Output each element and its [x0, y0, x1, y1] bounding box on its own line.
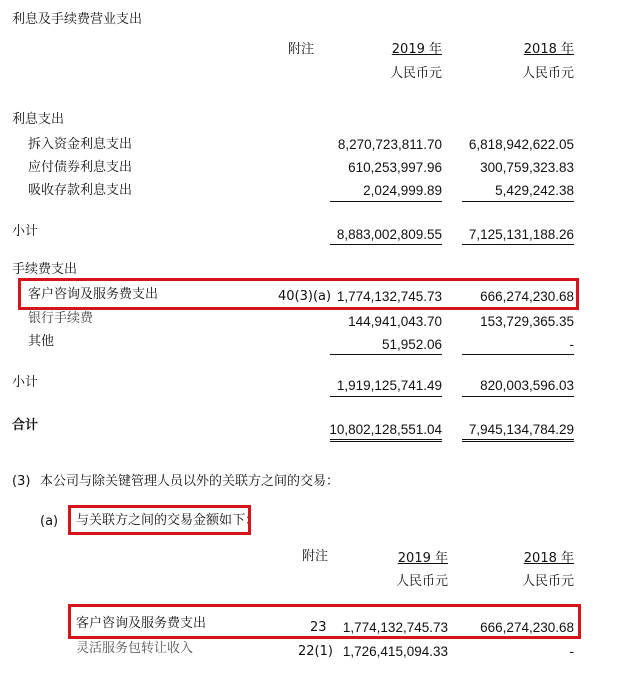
value-2019: 144,941,043.70 — [348, 314, 442, 329]
note-column-header: 附注 — [288, 42, 315, 57]
year-2019-header: 2019 年 — [391, 42, 442, 57]
underline — [462, 244, 574, 245]
row-label: 拆入资金利息支出 — [28, 137, 133, 152]
underline — [462, 396, 574, 397]
underline — [330, 354, 442, 355]
value-2019: 51,952.06 — [381, 337, 442, 352]
value-2018: 666,274,230.68 — [480, 620, 574, 635]
value-2019: 610,253,997.96 — [348, 160, 442, 175]
value-2019: 1,726,415,094.33 — [342, 644, 448, 659]
double-underline — [330, 439, 442, 442]
currency-2018-header: 人民币元 — [521, 574, 574, 589]
highlight-box — [68, 604, 581, 639]
value-2018: 6,818,942,622.05 — [468, 137, 574, 152]
value-2019: 8,270,723,811.70 — [337, 137, 442, 152]
underline — [330, 396, 442, 397]
underline — [330, 201, 442, 202]
double-underline — [462, 439, 574, 442]
value-2019: 1,774,132,745.73 — [342, 620, 448, 635]
value-2018: - — [569, 644, 574, 659]
note-column-header: 附注 — [302, 549, 329, 564]
underline — [462, 354, 574, 355]
section-number: (3) — [12, 474, 31, 489]
value-2018: 5,429,242.38 — [495, 183, 574, 198]
value-2019: 2,024,999.89 — [363, 183, 442, 198]
underline — [462, 201, 574, 202]
subtotal-2019: 1,919,125,741.49 — [336, 378, 442, 393]
subtotal-label: 小计 — [12, 375, 39, 390]
row-label: 其他 — [28, 334, 55, 349]
highlight-box — [68, 505, 251, 535]
currency-2019-header: 人民币元 — [395, 574, 448, 589]
subtotal-2019: 8,883,002,809.55 — [336, 227, 442, 242]
value-2018: 300,759,323.83 — [480, 160, 574, 175]
subtotal-2018: 820,003,596.03 — [480, 378, 574, 393]
row-label: 灵活服务包转让收入 — [76, 641, 194, 656]
subtotal-label: 小计 — [12, 224, 39, 239]
note-ref: 22(1) — [298, 644, 333, 659]
underline — [330, 244, 442, 245]
note-ref: 40(3)(a) — [278, 289, 332, 304]
value-2019: 1,774,132,745.73 — [336, 289, 442, 304]
value-2018: 666,274,230.68 — [480, 289, 574, 304]
section-title: 利息及手续费营业支出 — [12, 12, 143, 27]
total-2019: 10,802,128,551.04 — [329, 422, 442, 437]
interest-heading: 利息支出 — [12, 112, 65, 127]
row-label: 银行手续费 — [28, 311, 94, 326]
highlight-box — [18, 278, 579, 310]
subsection-number: (a) — [40, 514, 59, 529]
year-2018-header: 2018 年 — [523, 42, 574, 57]
subsection-text: 与关联方之间的交易金额如下： — [76, 513, 259, 528]
currency-2018-header: 人民币元 — [521, 66, 574, 81]
year-2019-header: 2019 年 — [397, 551, 448, 566]
row-label: 吸收存款利息支出 — [28, 183, 133, 198]
currency-2019-header: 人民币元 — [389, 66, 442, 81]
value-2018: - — [569, 337, 574, 352]
total-label: 合计 — [12, 418, 39, 433]
value-2018: 153,729,365.35 — [480, 314, 574, 329]
total-2018: 7,945,134,784.29 — [468, 422, 574, 437]
row-label: 客户咨询及服务费支出 — [76, 616, 207, 631]
subtotal-2018: 7,125,131,188.26 — [468, 227, 574, 242]
note-ref: 23 — [310, 620, 327, 635]
section-text: 本公司与除关键管理人员以外的关联方之间的交易： — [40, 474, 340, 489]
fee-heading: 手续费支出 — [12, 262, 78, 277]
row-label: 应付债券利息支出 — [28, 160, 133, 175]
row-label: 客户咨询及服务费支出 — [28, 287, 159, 302]
year-2018-header: 2018 年 — [523, 551, 574, 566]
